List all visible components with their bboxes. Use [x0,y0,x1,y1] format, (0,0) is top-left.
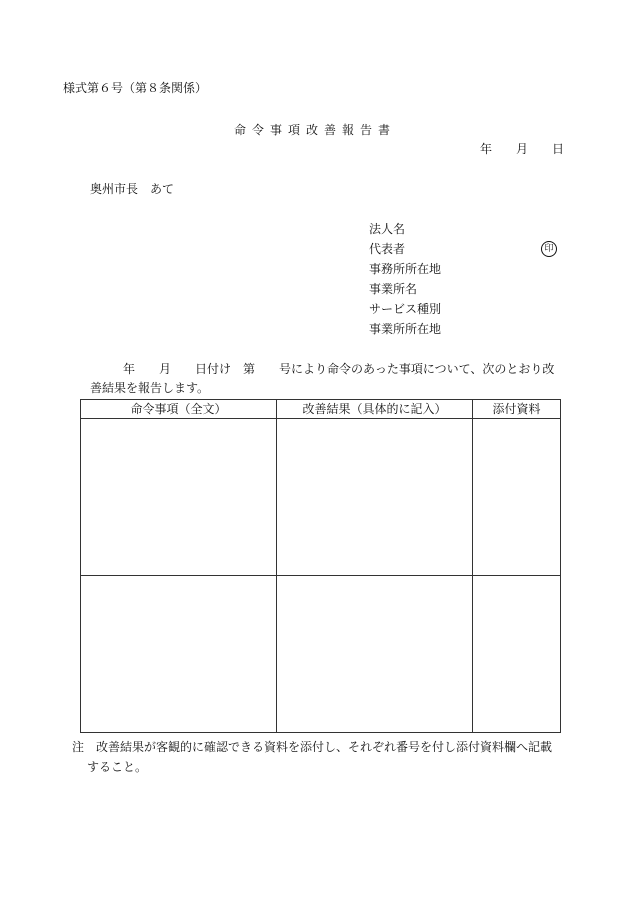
date-day: 日 [552,142,565,156]
field-business-address: 事業所所在地 [369,322,442,336]
table-header-row [81,400,561,419]
field-representative: 代表者 [369,242,406,256]
cell-attachment[interactable] [473,419,561,576]
field-business-name: 事業所名 [369,282,418,296]
cell-attachment[interactable] [473,576,561,733]
field-corporation-name: 法人名 [369,222,406,236]
seal-mark: 印 [541,241,557,257]
table-row [81,419,561,576]
date-year: 年 [480,142,493,156]
note-line2: すること。 [87,760,148,774]
form-number: 様式第６号（第８条関係） [63,81,208,95]
cell-improvement-result[interactable] [277,576,473,733]
body-text-line1: 年 月 日付け 第 号により命令のあった事項について、次のとおり改 [123,362,555,376]
header-order-items: 命令事項（全文） [81,400,277,419]
note-line1: 注 改善結果が客観的に確認できる資料を添付し、それぞれ番号を付し添付資料欄へ記載 [72,740,553,754]
cell-order-item[interactable] [81,419,277,576]
field-office-address: 事務所所在地 [369,262,442,276]
applicant-block [369,221,441,341]
cell-order-item[interactable] [81,576,277,733]
table-row [81,576,561,733]
document-title: 命令事項改善報告書 [233,123,396,137]
header-improvement-results: 改善結果（具体的に記入） [277,400,473,419]
report-table [80,399,561,733]
body-text-line2: 善結果を報告します。 [90,381,210,395]
header-attachments: 添付資料 [473,400,561,419]
cell-improvement-result[interactable] [277,419,473,576]
field-service-type: サービス種別 [369,302,442,316]
date-line [480,141,564,157]
date-month: 月 [516,142,529,156]
addressee: 奥州市長 あて [90,182,175,196]
